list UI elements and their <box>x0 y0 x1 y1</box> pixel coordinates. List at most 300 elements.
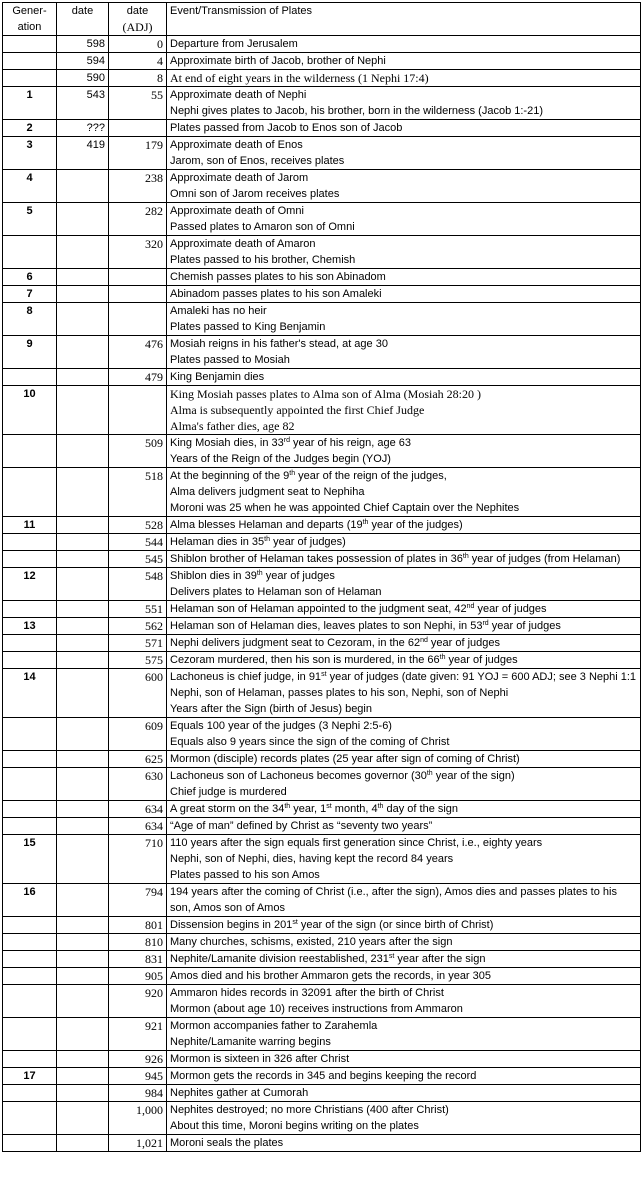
event-line: Jarom, son of Enos, receives plates <box>170 155 345 167</box>
date-cell <box>57 236 109 269</box>
date-cell <box>57 551 109 568</box>
date-adj-cell <box>109 120 167 137</box>
date-adj-cell: 8 <box>109 70 167 87</box>
table-row <box>3 517 641 534</box>
header-date: date <box>57 3 109 36</box>
generation-cell <box>3 801 57 818</box>
plates-transmission-table <box>2 2 641 1152</box>
generation-cell <box>3 768 57 801</box>
table-row <box>3 818 641 835</box>
date-cell <box>57 534 109 551</box>
date-adj-cell: 634 <box>109 801 167 818</box>
generation-cell <box>3 934 57 951</box>
date-cell: 419 <box>57 137 109 170</box>
event-line: Alma blesses Helaman and departs (19th year of the judges) <box>170 519 463 531</box>
date-cell <box>57 286 109 303</box>
date-cell <box>57 635 109 652</box>
table-row <box>3 386 641 435</box>
generation-cell: 16 <box>3 884 57 917</box>
date-adj-cell: 1,021 <box>109 1135 167 1152</box>
header-date-adj-line1: date <box>126 5 149 17</box>
generation-cell <box>3 534 57 551</box>
event-line: 194 years after the coming of Christ (i.e., after the sign), Amos dies and passes plates to his son, Amos son of Amos <box>170 886 617 914</box>
date-cell <box>57 768 109 801</box>
table-row <box>3 303 641 336</box>
header-event: Event/Transmission of Plates <box>167 3 641 36</box>
date-adj-cell: 179 <box>109 137 167 170</box>
event-cell <box>167 652 641 669</box>
event-line: Helaman son of Helaman dies, leaves plates to son Nephi, in 53rd year of judges <box>170 620 561 632</box>
date-adj-cell <box>109 386 167 435</box>
date-cell <box>57 751 109 768</box>
event-line: Moroni seals the plates <box>170 1137 284 1149</box>
generation-cell: 17 <box>3 1068 57 1085</box>
event-line: Omni son of Jarom receives plates <box>170 188 340 200</box>
event-cell <box>167 934 641 951</box>
date-cell <box>57 170 109 203</box>
date-adj-cell: 630 <box>109 768 167 801</box>
generation-cell: 14 <box>3 669 57 718</box>
date-adj-cell: 571 <box>109 635 167 652</box>
date-cell: 594 <box>57 53 109 70</box>
date-adj-cell: 945 <box>109 1068 167 1085</box>
date-adj-cell: 551 <box>109 601 167 618</box>
date-cell: 543 <box>57 87 109 120</box>
date-adj-cell: 562 <box>109 618 167 635</box>
generation-cell: 13 <box>3 618 57 635</box>
date-adj-cell: 509 <box>109 435 167 468</box>
event-cell <box>167 53 641 70</box>
table-row <box>3 801 641 818</box>
date-cell <box>57 1102 109 1135</box>
generation-cell: 4 <box>3 170 57 203</box>
event-cell <box>167 751 641 768</box>
generation-cell <box>3 1085 57 1102</box>
date-cell <box>57 818 109 835</box>
table-row <box>3 137 641 170</box>
event-line: Mormon is sixteen in 326 after Christ <box>170 1053 350 1065</box>
table-row <box>3 635 641 652</box>
event-line: A great storm on the 34th year, 1st month, 4th day of the sign <box>170 803 459 815</box>
date-cell <box>57 1135 109 1152</box>
event-line: Chief judge is murdered <box>170 786 287 798</box>
event-cell <box>167 601 641 618</box>
generation-cell: 8 <box>3 303 57 336</box>
event-line: Mormon gets the records in 345 and begins keeping the record <box>170 1070 477 1082</box>
generation-cell <box>3 70 57 87</box>
date-cell <box>57 203 109 236</box>
table-row <box>3 1068 641 1085</box>
event-cell <box>167 369 641 386</box>
generation-cell: 3 <box>3 137 57 170</box>
event-line: 110 years after the sign equals first generation since Christ, i.e., eighty years <box>170 837 543 849</box>
date-cell <box>57 468 109 517</box>
event-cell <box>167 435 641 468</box>
table-row <box>3 934 641 951</box>
date-adj-cell: 4 <box>109 53 167 70</box>
event-cell <box>167 1102 641 1135</box>
event-cell <box>167 635 641 652</box>
event-line: Cezoram murdered, then his son is murdered, in the 66th year of judges <box>170 654 518 666</box>
event-line: Chemish passes plates to his son Abinadom <box>170 271 386 283</box>
table-body <box>3 36 641 1152</box>
event-cell <box>167 801 641 818</box>
date-adj-cell <box>109 303 167 336</box>
ordinal-suffix: st <box>326 803 332 810</box>
ordinal-suffix: th <box>439 654 446 661</box>
generation-cell: 12 <box>3 568 57 601</box>
event-line: Nephi delivers judgment seat to Cezoram, in the 62nd year of judges <box>170 637 501 649</box>
table-row <box>3 336 641 369</box>
event-line: Nephites gather at Cumorah <box>170 1087 309 1099</box>
generation-cell <box>3 751 57 768</box>
ordinal-suffix: rd <box>482 620 489 627</box>
header-generation: Gener- ation <box>3 3 57 36</box>
date-cell <box>57 934 109 951</box>
generation-cell <box>3 53 57 70</box>
event-line: At the beginning of the 9th year of the reign of the judges, <box>170 470 447 482</box>
date-adj-cell: 476 <box>109 336 167 369</box>
date-cell <box>57 435 109 468</box>
generation-cell: 6 <box>3 269 57 286</box>
date-adj-cell: 238 <box>109 170 167 203</box>
date-adj-cell: 320 <box>109 236 167 269</box>
date-cell <box>57 669 109 718</box>
table-row <box>3 1018 641 1051</box>
table-row <box>3 70 641 87</box>
table-row <box>3 87 641 120</box>
event-cell <box>167 1068 641 1085</box>
event-line: Years of the Reign of the Judges begin (YOJ) <box>170 453 391 465</box>
event-cell <box>167 70 641 87</box>
date-adj-cell: 905 <box>109 968 167 985</box>
date-cell <box>57 336 109 369</box>
table-row <box>3 968 641 985</box>
event-line: King Mosiah passes plates to Alma son of Alma (Mosiah 28:20 ) <box>170 387 481 401</box>
event-cell <box>167 968 641 985</box>
table-row <box>3 286 641 303</box>
generation-cell <box>3 818 57 835</box>
generation-cell <box>3 36 57 53</box>
table-row <box>3 551 641 568</box>
date-adj-cell: 1,000 <box>109 1102 167 1135</box>
generation-cell: 11 <box>3 517 57 534</box>
generation-cell <box>3 435 57 468</box>
header-row <box>3 3 641 36</box>
event-line: Nephites destroyed; no more Christians (400 after Christ) <box>170 1104 449 1116</box>
event-cell <box>167 551 641 568</box>
event-cell <box>167 718 641 751</box>
event-line: Dissension begins in 201st year of the sign (or since birth of Christ) <box>170 919 494 931</box>
table-row <box>3 468 641 517</box>
date-cell <box>57 1051 109 1068</box>
date-adj-cell: 0 <box>109 36 167 53</box>
date-cell <box>57 269 109 286</box>
generation-cell <box>3 985 57 1018</box>
ordinal-suffix: rd <box>283 437 290 444</box>
header-date-adj-line2: (ADJ) <box>122 20 153 34</box>
ordinal-suffix: st <box>292 919 298 926</box>
date-adj-cell: 634 <box>109 818 167 835</box>
date-adj-cell: 801 <box>109 917 167 934</box>
date-adj-cell: 55 <box>109 87 167 120</box>
event-line: Amos died and his brother Ammaron gets the records, in year 305 <box>170 970 492 982</box>
date-adj-cell <box>109 269 167 286</box>
date-adj-cell: 984 <box>109 1085 167 1102</box>
event-line: Plates passed to King Benjamin <box>170 321 326 333</box>
event-cell <box>167 517 641 534</box>
table-row <box>3 669 641 718</box>
date-cell: 598 <box>57 36 109 53</box>
event-line: Helaman dies in 35th year of judges) <box>170 536 346 548</box>
generation-cell <box>3 718 57 751</box>
ordinal-suffix: st <box>388 953 395 960</box>
event-line: Nephi gives plates to Jacob, his brother, born in the wilderness (Jacob 1:-21) <box>170 105 543 117</box>
date-cell <box>57 386 109 435</box>
event-cell <box>167 568 641 601</box>
table-row <box>3 1051 641 1068</box>
table-row <box>3 601 641 618</box>
event-line: Shiblon brother of Helaman takes possession of plates in 36th year of judges (from Helaman) <box>170 553 621 565</box>
table-row <box>3 120 641 137</box>
table-row <box>3 835 641 884</box>
date-cell <box>57 985 109 1018</box>
generation-cell <box>3 468 57 517</box>
ordinal-suffix: th <box>462 553 469 560</box>
event-line: King Benjamin dies <box>170 371 265 383</box>
generation-cell: 7 <box>3 286 57 303</box>
event-line: Mormon (disciple) records plates (25 year after sign of coming of Christ) <box>170 753 520 765</box>
event-line: Nephite/Lamanite warring begins <box>170 1036 331 1048</box>
event-cell <box>167 985 641 1018</box>
event-cell <box>167 336 641 369</box>
table-row <box>3 369 641 386</box>
event-cell <box>167 303 641 336</box>
generation-cell <box>3 1051 57 1068</box>
generation-cell: 10 <box>3 386 57 435</box>
date-cell <box>57 1085 109 1102</box>
date-adj-cell: 575 <box>109 652 167 669</box>
event-cell <box>167 137 641 170</box>
event-line: Approximate death of Enos <box>170 139 303 151</box>
date-adj-cell: 926 <box>109 1051 167 1068</box>
event-line: Passed plates to Amaron son of Omni <box>170 221 355 233</box>
ordinal-suffix: st <box>321 671 327 678</box>
event-line: Ammaron hides records in 32091 after the birth of Christ <box>170 987 444 999</box>
event-line: Abinadom passes plates to his son Amaleki <box>170 288 382 300</box>
table-row <box>3 203 641 236</box>
event-line: Lachoneus son of Lachoneus becomes governor (30th year of the sign) <box>170 770 515 782</box>
event-cell <box>167 269 641 286</box>
event-line: Approximate death of Amaron <box>170 238 316 250</box>
event-line: Departure from Jerusalem <box>170 38 298 50</box>
date-adj-cell: 600 <box>109 669 167 718</box>
event-cell <box>167 1051 641 1068</box>
table-row <box>3 36 641 53</box>
date-adj-cell: 794 <box>109 884 167 917</box>
table-row <box>3 985 641 1018</box>
event-line: Plates passed to his brother, Chemish <box>170 254 356 266</box>
event-cell <box>167 618 641 635</box>
event-cell <box>167 36 641 53</box>
date-adj-cell: 544 <box>109 534 167 551</box>
generation-cell <box>3 968 57 985</box>
ordinal-suffix: nd <box>466 603 475 610</box>
event-cell <box>167 768 641 801</box>
generation-cell <box>3 236 57 269</box>
table-row <box>3 884 641 917</box>
date-cell <box>57 917 109 934</box>
table-row <box>3 1135 641 1152</box>
event-line: Amaleki has no heir <box>170 305 267 317</box>
event-line: Alma delivers judgment seat to Nephiha <box>170 486 365 498</box>
ordinal-suffix: th <box>284 803 291 810</box>
date-cell <box>57 951 109 968</box>
event-line: At end of eight years in the wilderness (1 Nephi 17:4) <box>170 71 429 85</box>
table-row <box>3 951 641 968</box>
table-row <box>3 718 641 751</box>
table-row <box>3 568 641 601</box>
generation-cell <box>3 917 57 934</box>
event-line: Mosiah reigns in his father's stead, at age 30 <box>170 338 388 350</box>
date-adj-cell: 528 <box>109 517 167 534</box>
date-adj-cell: 282 <box>109 203 167 236</box>
event-line: Approximate death of Nephi <box>170 89 307 101</box>
table-row <box>3 170 641 203</box>
event-cell <box>167 669 641 718</box>
date-adj-cell: 710 <box>109 835 167 884</box>
date-adj-cell: 609 <box>109 718 167 751</box>
date-cell <box>57 718 109 751</box>
table-row <box>3 917 641 934</box>
date-cell <box>57 517 109 534</box>
table-row <box>3 534 641 551</box>
event-line: Many churches, schisms, existed, 210 years after the sign <box>170 936 453 948</box>
ordinal-suffix: th <box>256 570 263 577</box>
event-line: Nephi, son of Nephi, dies, having kept the record 84 years <box>170 853 454 865</box>
event-line: Nephite/Lamanite division reestablished, 231st year after the sign <box>170 953 486 965</box>
event-line: Moroni was 25 when he was appointed Chief Captain over the Nephites <box>170 502 520 514</box>
event-cell <box>167 534 641 551</box>
date-adj-cell: 920 <box>109 985 167 1018</box>
ordinal-suffix: th <box>377 803 384 810</box>
generation-cell <box>3 551 57 568</box>
event-line: About this time, Moroni begins writing on the plates <box>170 1120 419 1132</box>
event-cell <box>167 87 641 120</box>
ordinal-suffix: th <box>289 470 296 477</box>
event-line: “Age of man” defined by Christ as “seventy two years” <box>170 820 433 832</box>
event-line: Helaman son of Helaman appointed to the judgment seat, 42nd year of judges <box>170 603 547 615</box>
date-adj-cell: 921 <box>109 1018 167 1051</box>
date-adj-cell: 548 <box>109 568 167 601</box>
date-cell <box>57 369 109 386</box>
date-cell <box>57 1018 109 1051</box>
date-adj-cell: 831 <box>109 951 167 968</box>
generation-cell <box>3 601 57 618</box>
date-cell <box>57 601 109 618</box>
event-cell <box>167 884 641 917</box>
table-row <box>3 768 641 801</box>
event-cell <box>167 170 641 203</box>
event-cell <box>167 468 641 517</box>
event-line: Equals 100 year of the judges (3 Nephi 2:5-6) <box>170 720 392 732</box>
event-line: Approximate death of Jarom <box>170 172 309 184</box>
date-cell <box>57 568 109 601</box>
generation-cell: 1 <box>3 87 57 120</box>
event-line: Plates passed to his son Amos <box>170 869 320 881</box>
generation-cell <box>3 1135 57 1152</box>
generation-cell <box>3 635 57 652</box>
table-row <box>3 236 641 269</box>
date-adj-cell: 518 <box>109 468 167 517</box>
table-row <box>3 435 641 468</box>
ordinal-suffix: th <box>426 770 433 777</box>
table-row <box>3 1085 641 1102</box>
event-cell <box>167 1085 641 1102</box>
event-line: Nephi, son of Helaman, passes plates to his son, Nephi, son of Nephi <box>170 687 509 699</box>
table-row <box>3 652 641 669</box>
generation-cell <box>3 369 57 386</box>
date-cell <box>57 652 109 669</box>
date-adj-cell: 479 <box>109 369 167 386</box>
event-cell <box>167 818 641 835</box>
date-cell: ??? <box>57 120 109 137</box>
date-adj-cell: 545 <box>109 551 167 568</box>
ordinal-suffix: th <box>362 519 369 526</box>
event-cell <box>167 236 641 269</box>
ordinal-suffix: th <box>264 536 271 543</box>
generation-cell: 15 <box>3 835 57 884</box>
generation-cell <box>3 1102 57 1135</box>
ordinal-suffix: nd <box>420 637 428 644</box>
event-cell <box>167 1018 641 1051</box>
date-adj-cell: 810 <box>109 934 167 951</box>
event-line: King Mosiah dies, in 33rd year of his reign, age 63 <box>170 437 412 449</box>
event-cell <box>167 386 641 435</box>
event-cell <box>167 120 641 137</box>
date-cell <box>57 801 109 818</box>
event-line: Approximate birth of Jacob, brother of Nephi <box>170 55 386 67</box>
event-line: Alma's father dies, age 82 <box>170 419 295 433</box>
date-cell <box>57 618 109 635</box>
event-line: Equals also 9 years since the sign of the coming of Christ <box>170 736 450 748</box>
date-cell <box>57 835 109 884</box>
generation-cell <box>3 652 57 669</box>
table-row <box>3 269 641 286</box>
header-date-adj <box>109 3 167 36</box>
date-cell <box>57 968 109 985</box>
event-line: Lachoneus is chief judge, in 91st year of judges (date given: 91 YOJ = 600 ADJ; see 3 Nephi 1:1 <box>170 671 637 683</box>
event-cell <box>167 917 641 934</box>
event-line: Shiblon dies in 39th year of judges <box>170 570 335 582</box>
event-line: Mormon accompanies father to Zarahemla <box>170 1020 378 1032</box>
generation-cell: 5 <box>3 203 57 236</box>
date-cell: 590 <box>57 70 109 87</box>
event-line: Years after the Sign (birth of Jesus) begin <box>170 703 372 715</box>
event-cell <box>167 835 641 884</box>
event-cell <box>167 951 641 968</box>
generation-cell: 2 <box>3 120 57 137</box>
event-cell <box>167 203 641 236</box>
date-cell <box>57 303 109 336</box>
event-line: Alma is subsequently appointed the first Chief Judge <box>170 403 425 417</box>
table-row <box>3 618 641 635</box>
event-line: Approximate death of Omni <box>170 205 304 217</box>
event-line: Delivers plates to Helaman son of Helaman <box>170 586 382 598</box>
event-line: Mormon (about age 10) receives instructions from Ammaron <box>170 1003 463 1015</box>
event-line: Plates passed to Mosiah <box>170 354 290 366</box>
date-cell <box>57 1068 109 1085</box>
